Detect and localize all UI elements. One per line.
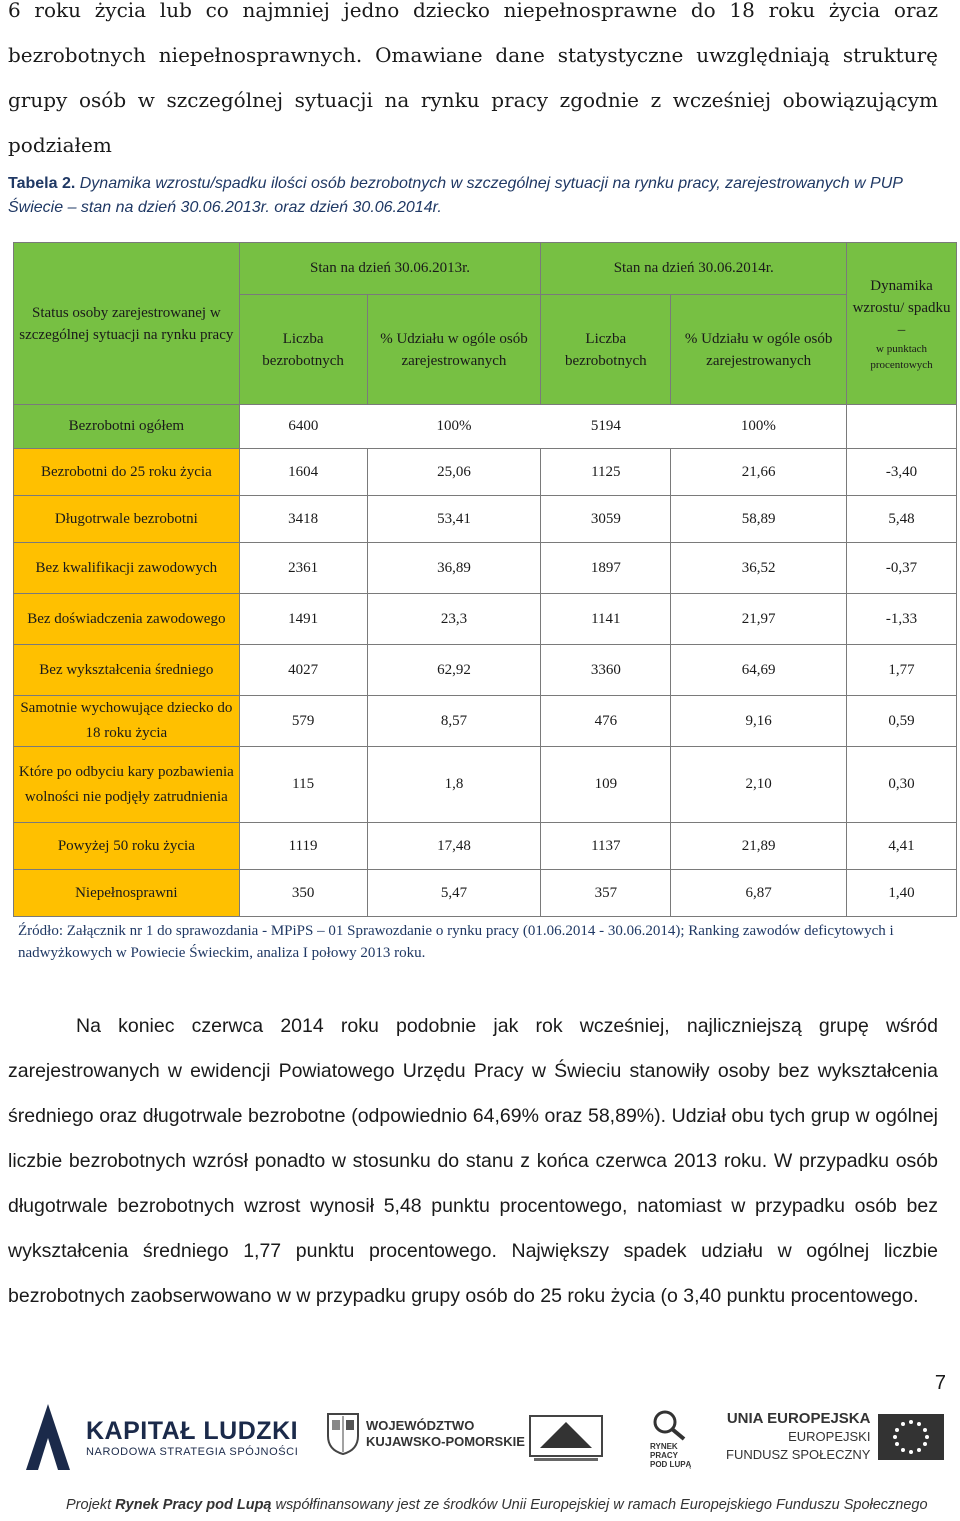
ue-line-3: FUNDUSZ SPOŁECZNY [726,1447,871,1462]
cell-count-2014: 1141 [541,594,671,645]
cell-count-2014: 109 [541,747,671,823]
cell-count-2013: 579 [239,696,367,747]
cell-dynamics: 4,41 [847,823,957,870]
cell-share-2014: 21,97 [671,594,847,645]
header-status: Status osoby zarejestrowanej w szczególnej sytuacji na rynku pracy [14,243,240,405]
unia-europejska-logo [726,1410,944,1464]
cell-count-2014: 1125 [541,449,671,496]
header-dynamics [847,243,957,405]
cell-dynamics: 0,30 [847,747,957,823]
cell-share-2013: 5,47 [367,870,541,917]
cell-share-2013: 25,06 [367,449,541,496]
caption-label: Tabela 2. [8,175,76,192]
woj-line-1: WOJEWÓDZTWO [366,1418,475,1433]
row-label: Bez kwalifikacji zawodowych [14,543,240,594]
cell-count-2014: 1897 [541,543,671,594]
table-row [14,449,957,496]
cell-share-2013: 53,41 [367,496,541,543]
cell-share-2013: 1,8 [367,747,541,823]
row-label: Bez wykształcenia średniego [14,645,240,696]
footer-pre: Projekt [66,1497,116,1513]
cell-count-2013: 1119 [239,823,367,870]
source-note: Źródło: Załącznik nr 1 do sprawozdania - MPiPS – 01 Sprawozdanie o rynku pracy (01.06.2014 - 30.06.2014); Ranking zawodów deficytowych i nadwyżkowych w Powiecie Świeckim, analiza I połowy 2013 roku. [18,923,894,961]
cell-count-2013: 115 [239,747,367,823]
cell-count-2013: 1491 [239,594,367,645]
cell-dynamics: 1,77 [847,645,957,696]
cell-count-2014: 5194 [541,405,671,449]
cell-count-2014: 476 [541,696,671,747]
body-text: Na koniec czerwca 2014 roku podobnie jak rok wcześniej, najliczniejszą grupę wśród zarejestrowanych w ewidencji Powiatowego Urzędu Pracy w Świeciu stanowiły osoby bez wykształcenia średniego oraz długotrwale bezrobotne (odpowiednio 64,69% oraz 58,89%). Udział obu tych grup w ogólnej liczbie bezrobotnych wzrósł ponadto w stosunku do stanu z końca czerwca 2013 roku. W przypadku osób długotrwale bezrobotnych wzrost wynosił 5,48 punktu procentowego, natomiast w przypadku osób bez wykształcenia średniego 1,77 punktu procentowego. Największy spadek udziału w ogólnej liczbie bezrobotnych zaobserwowano w w przypadku grupy osób do 25 roku życia (o 3,40 punktu procentowego. [8,1015,938,1307]
cell-share-2013: 36,89 [367,543,541,594]
table-row [14,645,957,696]
header-count-2014: Liczba bezrobotnych [541,295,671,405]
cell-share-2014: 36,52 [671,543,847,594]
logo-bar [0,1390,960,1490]
row-label: Długotrwale bezrobotni [14,496,240,543]
table-row [14,696,957,747]
table-row [14,405,957,449]
statistics-table [13,242,957,917]
table-row [14,594,957,645]
coat-of-arms-icon [326,1412,360,1456]
cell-share-2013: 62,92 [367,645,541,696]
cell-share-2014: 2,10 [671,747,847,823]
cell-count-2013: 1604 [239,449,367,496]
table-caption [8,172,938,220]
eu-flag-icon [878,1414,944,1460]
rynek-pracy-logo [650,1408,691,1469]
header-2014: Stan na dzień 30.06.2014r. [541,243,847,295]
body-paragraph [8,1004,938,1319]
cell-count-2013: 4027 [239,645,367,696]
cell-dynamics: -3,40 [847,449,957,496]
rynek-line-2: PRACY [650,1451,679,1460]
header-dynamics-label: Dynamika wzrostu/ spadku – [852,277,951,338]
header-2013: Stan na dzień 30.06.2013r. [239,243,541,295]
row-label: Samotnie wychowujące dziecko do 18 roku życia [14,696,240,747]
row-label: Niepełnosprawni [14,870,240,917]
table-row [14,823,957,870]
cell-share-2014: 100% [671,405,847,449]
woj-line-2: KUJAWSKO-POMORSKIE [366,1434,525,1449]
kl-title: KAPITAŁ LUDZKI [86,1416,299,1445]
cell-share-2013: 17,48 [367,823,541,870]
cell-count-2014: 3059 [541,496,671,543]
cell-share-2014: 9,16 [671,696,847,747]
header-share-2014: % Udziału w ogóle osób zarejestrowanych [671,295,847,405]
footer-project-name: Rynek Pracy pod Lupą [115,1497,272,1513]
cell-dynamics: -0,37 [847,543,957,594]
row-label: Bez doświadczenia zawodowego [14,594,240,645]
cell-count-2013: 3418 [239,496,367,543]
kapital-ludzki-emblem-icon [20,1398,76,1476]
table-row [14,496,957,543]
footer-post: współfinansowany jest ze środków Unii Europejskiej w ramach Europejskiego Funduszu Społecznego [271,1497,928,1513]
cell-count-2013: 6400 [239,405,367,449]
intro-text: 6 roku życia lub co najmniej jedno dziecko niepełnosprawne do 18 roku życia oraz bezrobotnych niepełnosprawnych. Omawiane dane statystyczne uwzględniają strukturę grupy osób w szczególnej sytuacji na rynku pracy zgodnie z wcześniej obowiązującym podziałem [8,0,938,157]
kapital-ludzki-logo [20,1398,298,1476]
table-row [14,747,957,823]
intro-paragraph [8,0,938,168]
cell-share-2014: 6,87 [671,870,847,917]
row-label: Bezrobotni do 25 roku życia [14,449,240,496]
cell-dynamics: -1,33 [847,594,957,645]
header-count-2013: Liczba bezrobotnych [239,295,367,405]
ue-line-1: UNIA EUROPEJSKA [726,1410,871,1427]
cell-count-2014: 1137 [541,823,671,870]
cell-count-2013: 350 [239,870,367,917]
cell-dynamics: 0,59 [847,696,957,747]
kujawsko-pomorskie-logo [326,1412,525,1456]
pup-torun-logo [526,1412,606,1464]
cell-share-2014: 21,89 [671,823,847,870]
row-label: Powyżej 50 roku życia [14,823,240,870]
page-number: 7 [934,1372,946,1394]
header-share-2013: % Udziału w ogóle osób zarejestrowanych [367,295,541,405]
caption-text: Dynamika wzrostu/spadku ilości osób bezrobotnych w szczególnej sytuacji na rynku pracy, zarejestrowanych w PUP Świecie – stan na dzień 30.06.2013r. oraz dzień 30.06.2014r. [8,175,903,216]
footer-note [66,1497,928,1513]
cell-share-2013: 8,57 [367,696,541,747]
header-dynamics-unit: w punktach procentowych [870,342,933,371]
cell-dynamics [847,405,957,449]
magnifier-icon [650,1408,690,1442]
cell-count-2014: 3360 [541,645,671,696]
row-label: Które po odbyciu kary pozbawienia wolności nie podjęły zatrudnienia [14,747,240,823]
rynek-line-1: RYNEK [650,1442,678,1451]
cell-dynamics: 1,40 [847,870,957,917]
table-row [14,543,957,594]
cell-share-2014: 64,69 [671,645,847,696]
pup-emblem-icon [526,1412,606,1464]
cell-share-2013: 23,3 [367,594,541,645]
table-row [14,870,957,917]
kl-subtitle: NARODOWA STRATEGIA SPÓJNOŚCI [86,1445,299,1458]
cell-share-2013: 100% [367,405,541,449]
row-label: Bezrobotni ogółem [14,405,240,449]
cell-share-2014: 21,66 [671,449,847,496]
cell-count-2014: 357 [541,870,671,917]
ue-line-2: EUROPEJSKI [788,1429,871,1444]
cell-dynamics: 5,48 [847,496,957,543]
cell-share-2014: 58,89 [671,496,847,543]
rynek-line-3: POD LUPĄ [650,1460,692,1469]
cell-count-2013: 2361 [239,543,367,594]
